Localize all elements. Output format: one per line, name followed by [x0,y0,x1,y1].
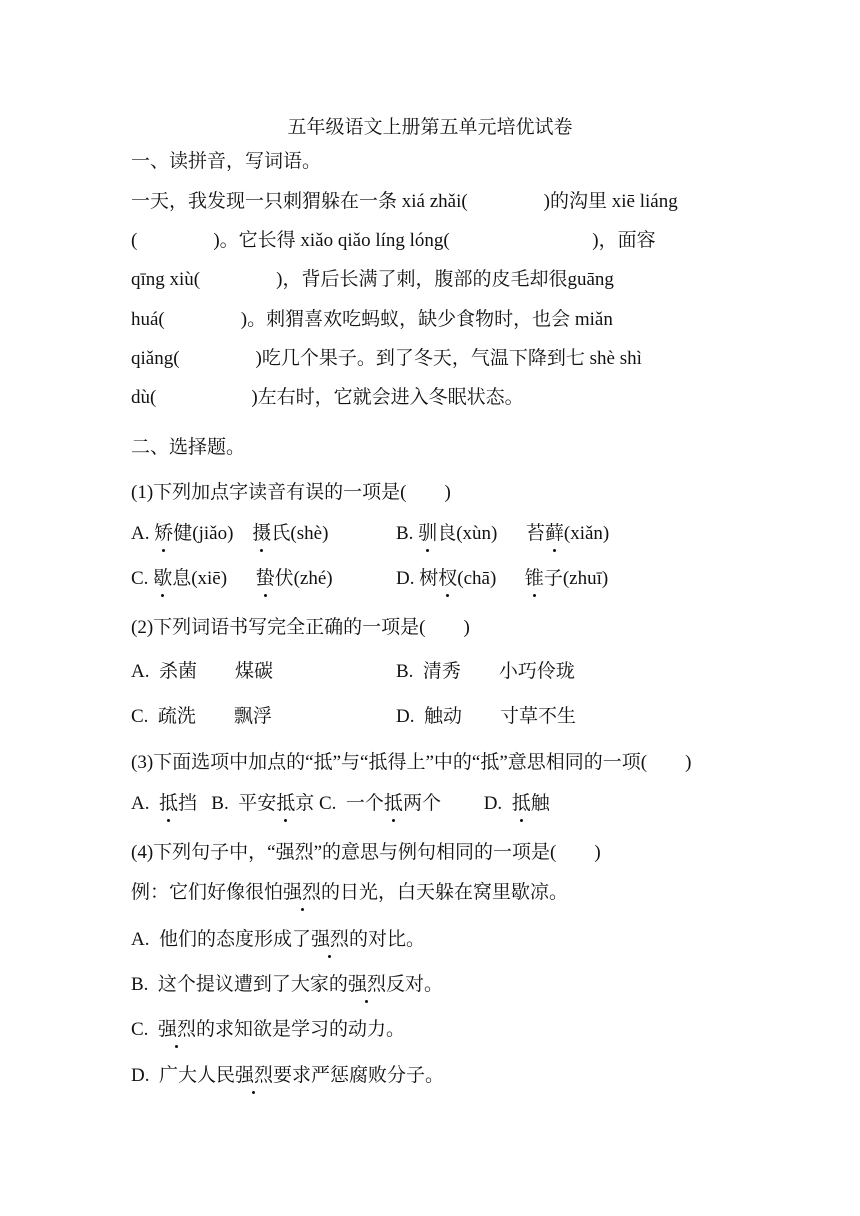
q2-option-c: C. 疏洗 飘浮 [131,706,272,727]
q1-option-a: A. 矫健(jiǎo) 摄氏(shè) [131,523,329,544]
passage-line-1: 一天，我发现一只刺猬躲在一条 xiá zhǎi( )的沟里 xiē liáng [131,191,678,212]
q2-option-d: D. 触动 寸草不生 [396,706,576,727]
q4-option-b: B. 这个提议遭到了大家的强烈反对。 [131,974,443,995]
q4-stem: (4)下列句子中，“强烈”的意思与例句相同的一项是( ) [131,842,601,863]
q4-option-c: C. 强烈的求知欲是学习的动力。 [131,1019,405,1040]
q2-option-b: B. 清秀 小巧伶珑 [396,661,575,682]
q4-option-d: D. 广大人民强烈要求严惩腐败分子。 [131,1065,445,1086]
q2-option-a: A. 杀菌 煤碳 [131,661,273,682]
q1-option-c: C. 歇息(xiē) 蛰伏(zhé) [131,568,333,589]
passage-line-3: qīng xiù( )，背后长满了刺，腹部的皮毛却很guāng [131,269,614,290]
passage-line-2: ( )。它长得 xiǎo qiǎo líng lóng( )，面容 [131,230,656,251]
page-title: 五年级语文上册第五单元培优试卷 [287,117,573,138]
q1-option-b: B. 驯良(xùn) 苔藓(xiǎn) [396,523,610,544]
q4-option-a: A. 他们的态度形成了强烈的对比。 [131,929,426,950]
passage-line-4: huá( )。刺猬喜欢吃蚂蚁，缺少食物时，也会 miǎn [131,309,613,330]
q1-option-d: D. 树杈(chā) 锥子(zhuī) [396,568,609,589]
passage-line-5: qiǎng( )吃几个果子。到了冬天，气温下降到七 shè shì [131,348,642,369]
q3-options: A. 抵挡 B. 平安抵京 C. 一个抵两个 D. 抵触 [131,793,550,814]
section2-heading: 二、选择题。 [131,437,246,458]
q2-stem: (2)下列词语书写完全正确的一项是( ) [131,617,470,638]
passage-line-6: dù( )左右时，它就会进入冬眠状态。 [131,387,524,408]
q3-stem: (3)下面选项中加点的“抵”与“抵得上”中的“抵”意思相同的一项( ) [131,752,692,773]
section1-heading: 一、读拼音，写词语。 [131,151,322,172]
q4-example: 例：它们好像很怕强烈的日光，白天躲在窝里歇凉。 [131,882,569,903]
q1-stem: (1)下列加点字读音有误的一项是( ) [131,482,451,503]
